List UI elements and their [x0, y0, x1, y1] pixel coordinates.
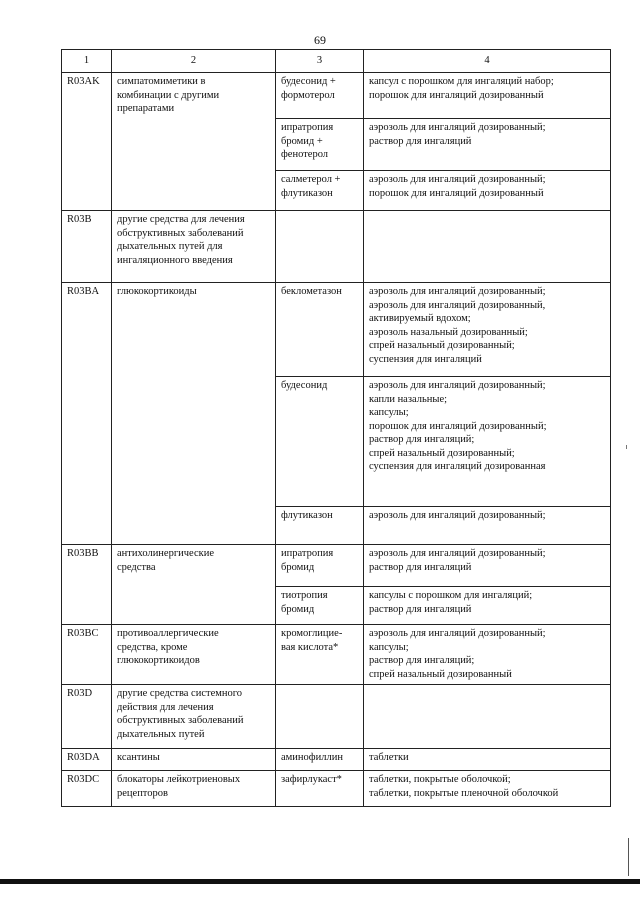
dosage-forms-cell: аэрозоль для ингаляций дозированный; капсулы; раствор для ингаляций; спрей назальный дозированный [364, 625, 611, 685]
column-header-2: 2 [112, 50, 276, 73]
table-row [62, 685, 611, 749]
group-name-cell: другие средства для лечения обструктивных заболеваний дыхательных путей для ингаляционного введения [112, 211, 276, 283]
atc-code-cell: R03DC [62, 771, 112, 807]
atc-code-cell: R03AK [62, 73, 112, 211]
drug-name-cell [276, 685, 364, 749]
table-row [62, 749, 611, 771]
table-body [62, 73, 611, 807]
dosage-forms-cell: аэрозоль для ингаляций дозированный; раствор для ингаляций [364, 545, 611, 587]
page-number: 69 [314, 33, 326, 47]
atc-code-cell: R03D [62, 685, 112, 749]
dosage-forms-cell: капсулы с порошком для ингаляций; раствор для ингаляций [364, 587, 611, 625]
drug-name-cell: будесонид + формотерол [276, 73, 364, 119]
atc-code-cell: R03BC [62, 625, 112, 685]
drug-name-cell: ипратропия бромид + фенотерол [276, 119, 364, 171]
group-name-cell: ксантины [112, 749, 276, 771]
column-header-4: 4 [364, 50, 611, 73]
drug-name-cell: будесонид [276, 377, 364, 507]
dosage-forms-cell [364, 685, 611, 749]
header-row [62, 50, 611, 73]
drug-name-cell [276, 211, 364, 283]
table-row [62, 73, 611, 119]
drug-classification-table [61, 49, 611, 807]
scan-mark [626, 445, 627, 449]
drug-name-cell: флутиказон [276, 507, 364, 545]
atc-code-cell: R03B [62, 211, 112, 283]
drug-name-cell: тиотропия бромид [276, 587, 364, 625]
dosage-forms-cell: аэрозоль для ингаляций дозированный; [364, 507, 611, 545]
drug-name-cell: аминофиллин [276, 749, 364, 771]
dosage-forms-cell: аэрозоль для ингаляций дозированный; капли назальные; капсулы; порошок для ингаляций дозированный; раствор для ингаляций; спрей назальный дозированный; суспензия для ингаляций дозированная [364, 377, 611, 507]
drug-name-cell: зафирлукаст* [276, 771, 364, 807]
table-row [62, 771, 611, 807]
dosage-forms-cell: таблетки, покрытые оболочкой; таблетки, покрытые пленочной оболочкой [364, 771, 611, 807]
group-name-cell: блокаторы лейкотриеновых рецепторов [112, 771, 276, 807]
column-header-3: 3 [276, 50, 364, 73]
dosage-forms-cell: аэрозоль для ингаляций дозированный; раствор для ингаляций [364, 119, 611, 171]
dosage-forms-cell [364, 211, 611, 283]
drug-name-cell: салметерол + флутиказон [276, 171, 364, 211]
dosage-forms-cell: аэрозоль для ингаляций дозированный; аэрозоль для ингаляций дозированный, активируемый вдохом; аэрозоль назальный дозированный; спрей назальный дозированный; суспензия для ингаляций [364, 283, 611, 377]
dosage-forms-cell: таблетки [364, 749, 611, 771]
drug-name-cell: кромоглицие- вая кислота* [276, 625, 364, 685]
atc-code-cell: R03BA [62, 283, 112, 545]
table-row [62, 283, 611, 377]
dosage-forms-cell: капсул с порошком для ингаляций набор; порошок для ингаляций дозированный [364, 73, 611, 119]
group-name-cell: симпатомиметики в комбинации с другими препаратами [112, 73, 276, 211]
table-row [62, 211, 611, 283]
dosage-forms-cell: аэрозоль для ингаляций дозированный; порошок для ингаляций дозированный [364, 171, 611, 211]
group-name-cell: другие средства системного действия для лечения обструктивных заболеваний дыхательных путей [112, 685, 276, 749]
drug-name-cell: беклометазон [276, 283, 364, 377]
table-row [62, 545, 611, 587]
group-name-cell: антихолинергические средства [112, 545, 276, 625]
page-bottom-rule [0, 879, 640, 884]
atc-code-cell: R03BB [62, 545, 112, 625]
column-header-1: 1 [62, 50, 112, 73]
drug-name-cell: ипратропия бромид [276, 545, 364, 587]
scan-margin-line [628, 838, 629, 876]
group-name-cell: глюкокортикоиды [112, 283, 276, 545]
atc-code-cell: R03DA [62, 749, 112, 771]
table-row [62, 625, 611, 685]
group-name-cell: противоаллергические средства, кроме глюкокортикоидов [112, 625, 276, 685]
